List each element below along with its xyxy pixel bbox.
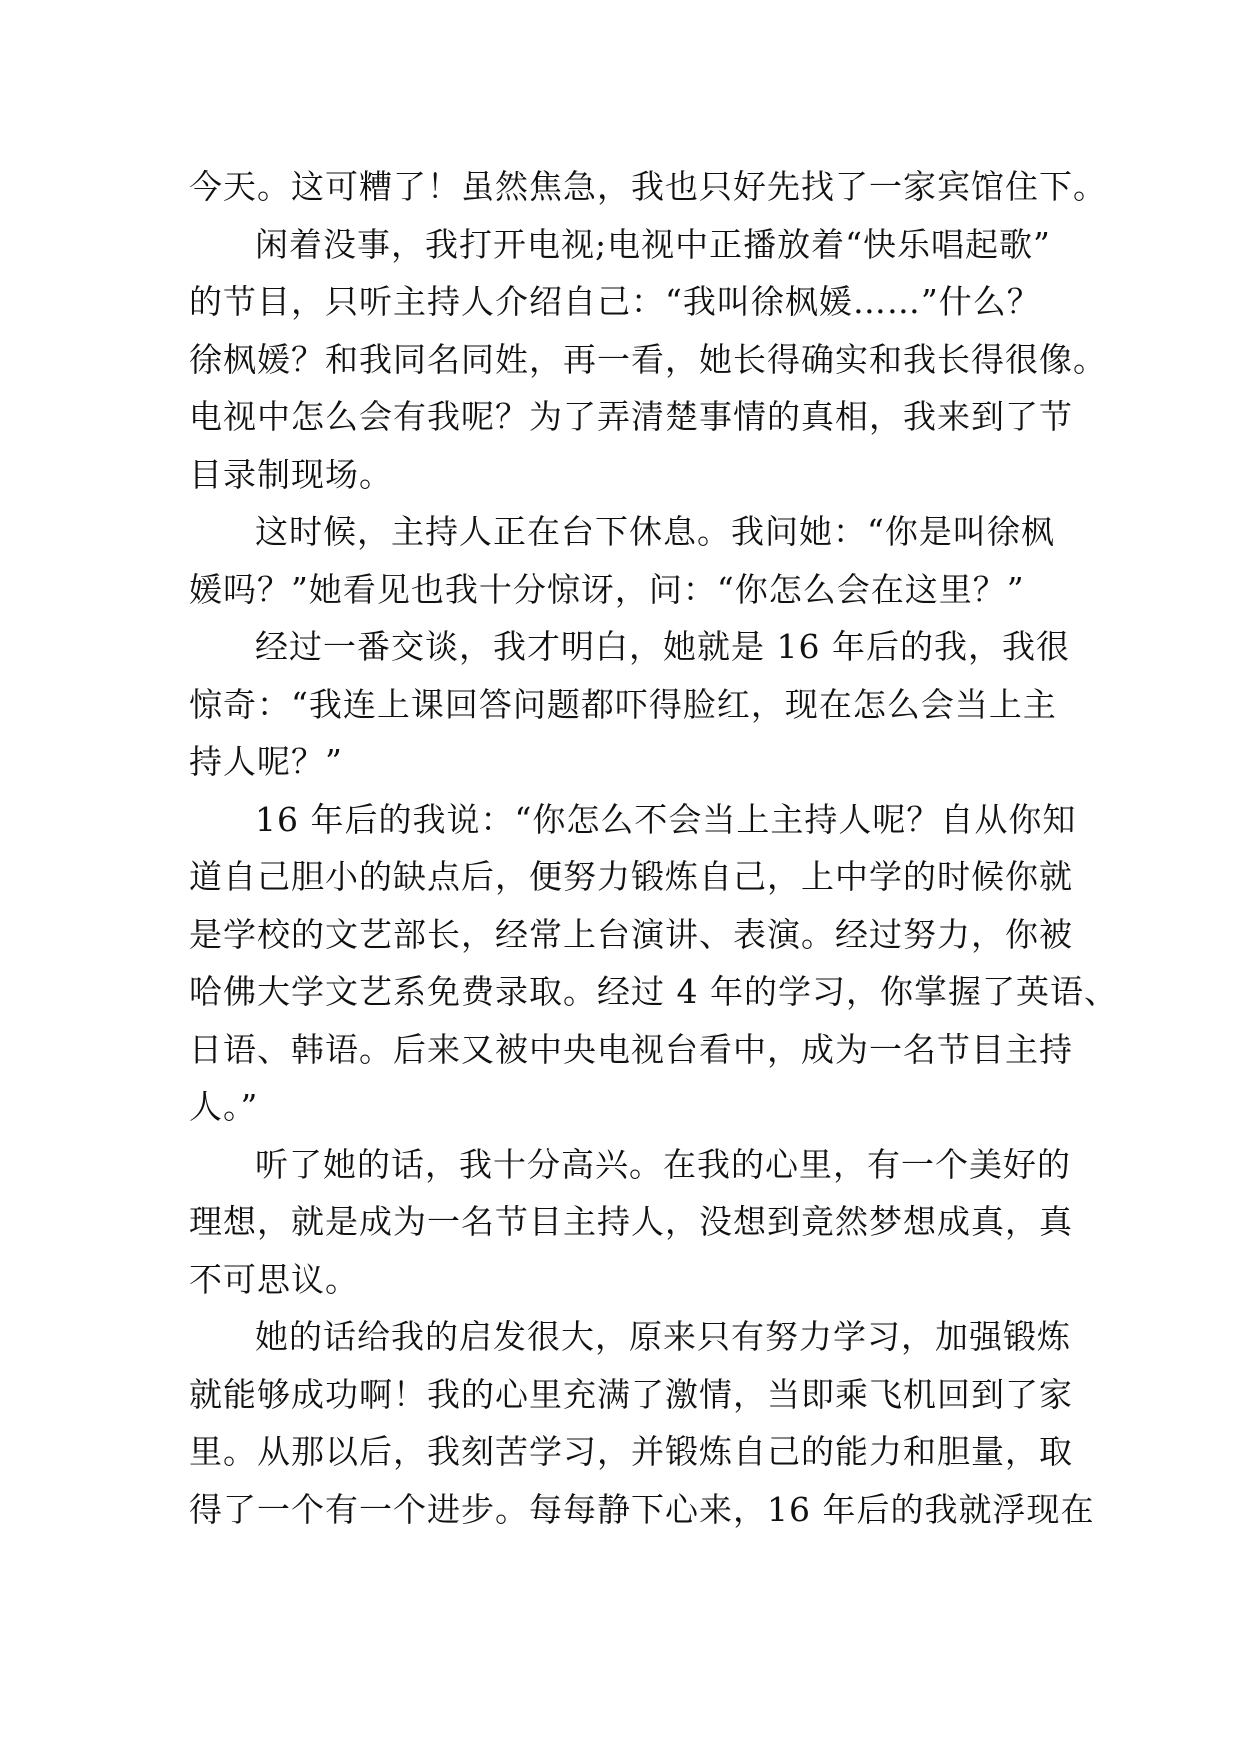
text-line: 目录制现场。 [189, 454, 393, 494]
text-line: 不可思议。 [189, 1259, 359, 1299]
text-line: 徐枫媛？和我同名同姓，再一看，她长得确实和我长得很像。 [189, 339, 1107, 379]
text-line: 理想，就是成为一名节目主持人，没想到竟然梦想成真，真 [189, 1202, 1073, 1241]
text-line: 她的话给我的启发很大，原来只有努力学习，加强锻炼 [255, 1317, 1071, 1356]
text-line: 电视中怎么会有我呢？为了弄清楚事情的真相，我来到了节 [189, 397, 1073, 436]
text-line: 媛吗？”她看见也我十分惊讶，问：“你怎么会在这里？” [189, 569, 1025, 609]
text-line: 得了一个有一个进步。每每静下心来，16 年后的我就浮现在 [189, 1489, 1095, 1529]
document-body [189, 158, 1118, 1538]
text-line: 道自己胆小的缺点后，便努力锻炼自己，上中学的时候你就 [189, 857, 1073, 896]
text-line: 日语、韩语。后来又被中央电视台看中，成为一名节目主持 [189, 1029, 1073, 1069]
text-line: 闲着没事，我打开电视;电视中正播放着“快乐唱起歌” [255, 224, 1051, 264]
text-line: 哈佛大学文艺系免费录取。经过 4 年的学习，你掌握了英语、 [189, 972, 1118, 1011]
text-line: 的节目，只听主持人介绍自己：“我叫徐枫媛……”什么？ [189, 282, 1041, 321]
text-line: 经过一番交谈，我才明白，她就是 16 年后的我，我很 [255, 627, 1070, 666]
text-line: 16 年后的我说：“你怎么不会当上主持人呢？自从你知 [255, 799, 1077, 839]
text-line: 持人呢？” [189, 742, 343, 781]
text-line: 就能够成功啊！我的心里充满了激情，当即乘飞机回到了家 [189, 1374, 1073, 1414]
text-line: 是学校的文艺部长，经常上台演讲、表演。经过努力，你被 [189, 914, 1073, 954]
text-line: 听了她的话，我十分高兴。在我的心里，有一个美好的 [255, 1144, 1071, 1184]
text-line: 这时候，主持人正在台下休息。我问她：“你是叫徐枫 [255, 512, 1055, 551]
text-line: 人。” [189, 1087, 259, 1126]
text-line: 今天。这可糟了！虽然焦急，我也只好先找了一家宾馆住下。 [189, 167, 1107, 206]
text-line: 里。从那以后，我刻苦学习，并锻炼自己的能力和胆量，取 [189, 1432, 1073, 1471]
text-line: 惊奇：“我连上课回答问题都吓得脸红，现在怎么会当上主 [189, 684, 1057, 724]
